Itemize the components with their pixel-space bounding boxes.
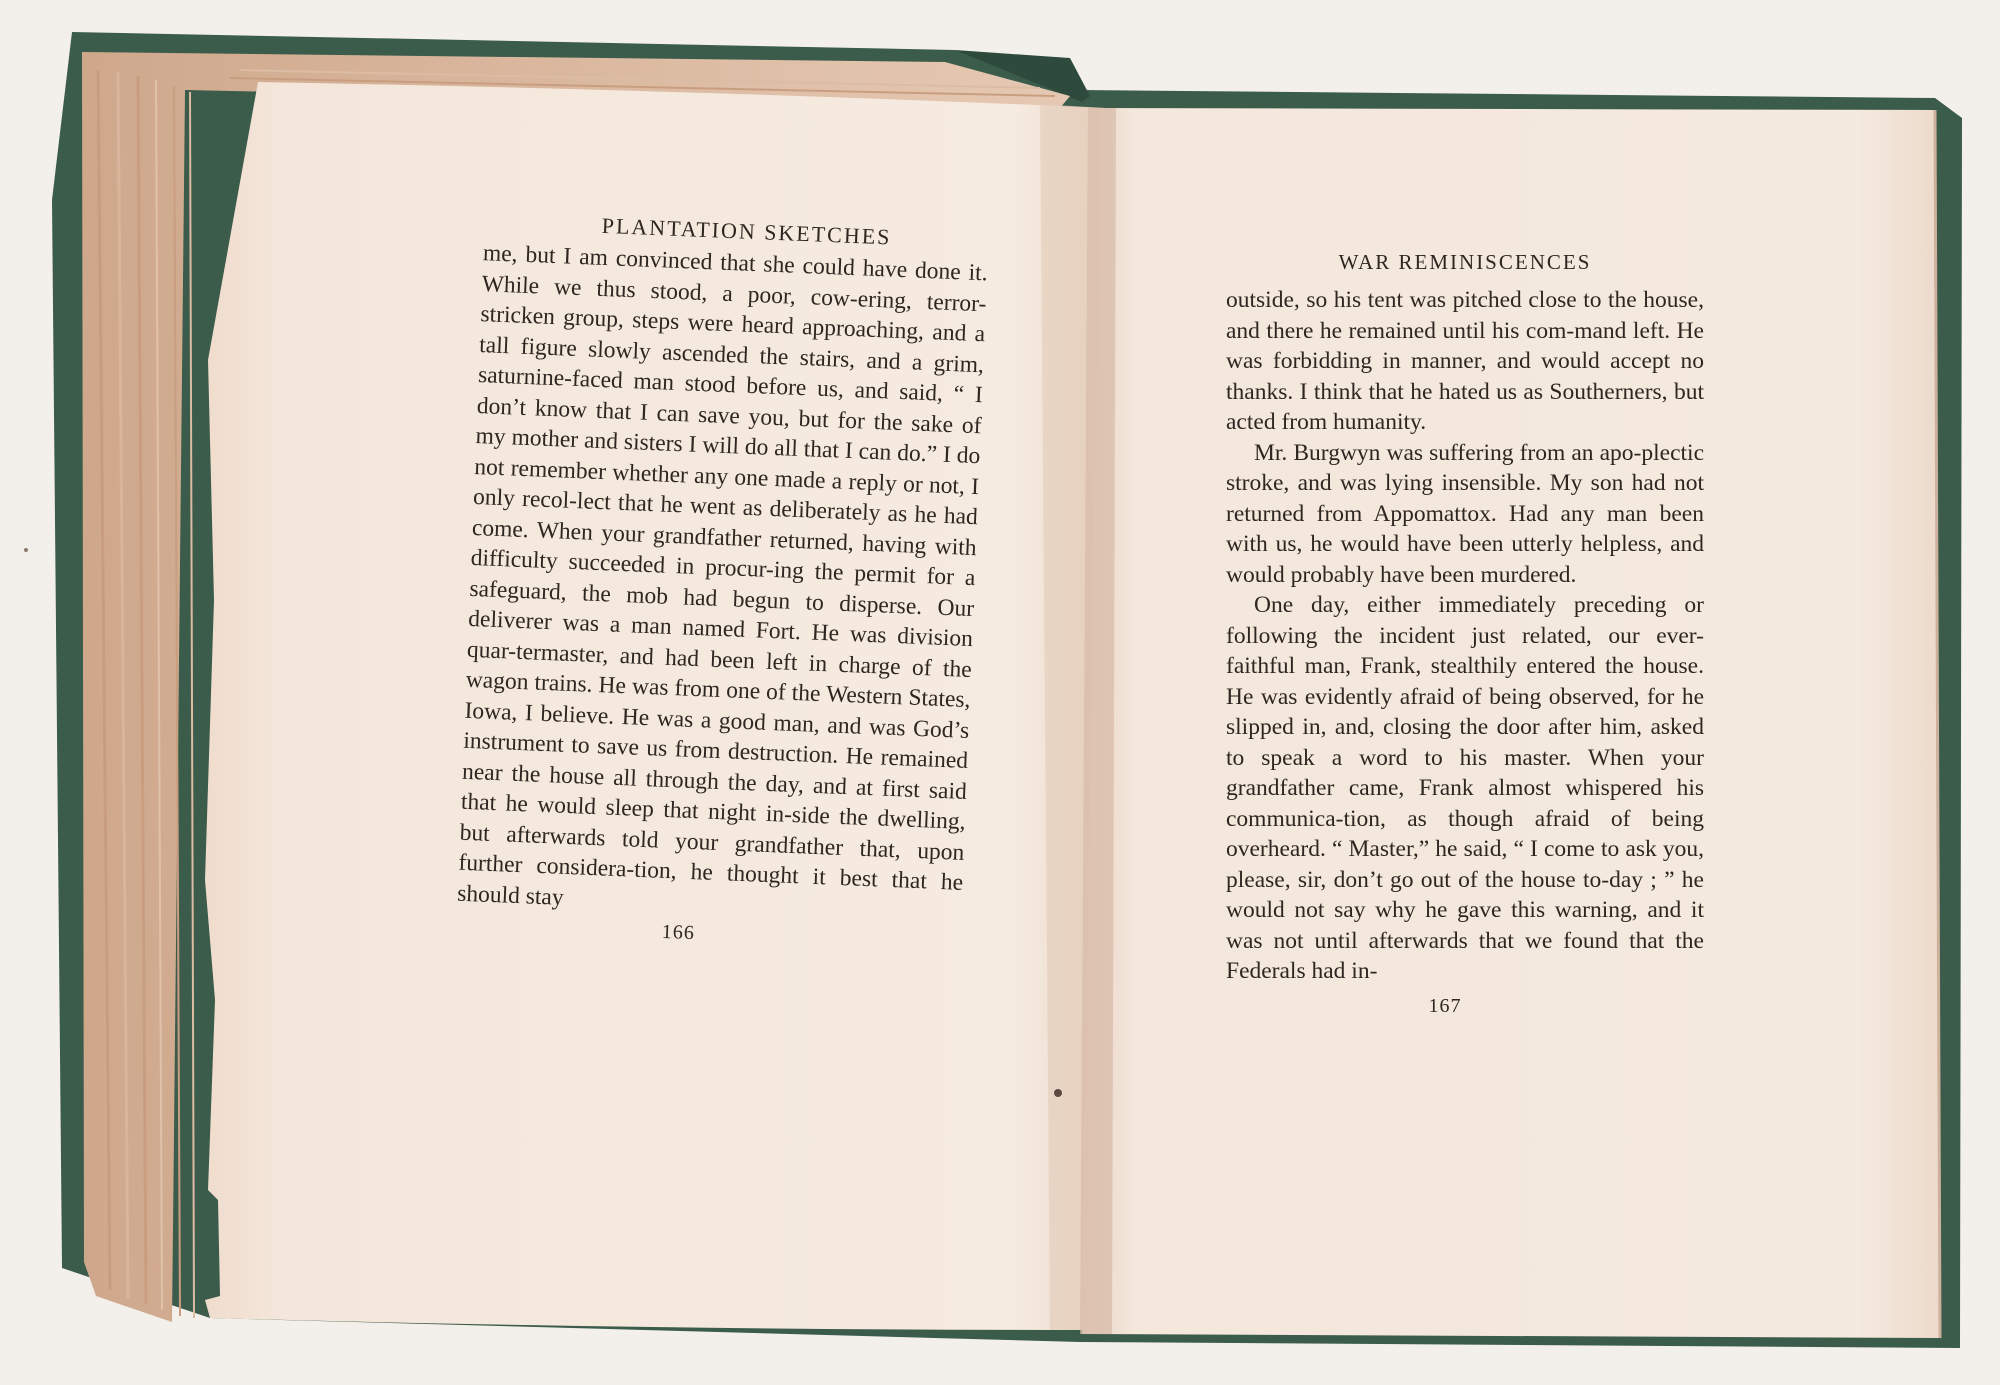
- ink-speck: [1054, 1089, 1062, 1097]
- page-body: [457, 238, 989, 929]
- paragraph: One day, either immediately preceding or following the incident just related, our ever-faithful man, Frank, stealthily entered the house. He was evidently afraid of being observed, for he slipped in, and, closing the door after him, asked to speak a word to his master. When your grandfather came, Frank almost whispered his communica-tion, as though afraid of being overheard. “ Master,” he said, “ I come to ask you, please, sir, don’t go out of the house to-day ; ” he would not say why he gave this warning, and it was not until afterwards that we found that the Federals had in-: [1226, 592, 1704, 984]
- paragraph: outside, so his tent was pitched close to the house, and there he remained until his com-mand left. He was forbidding in manner, and would accept no thanks. I think that he hated us as Southerners, but acted from humanity.: [1226, 287, 1704, 435]
- page-number: 167: [1428, 994, 1462, 1017]
- running-head: WAR REMINISCENCES: [1338, 250, 1592, 274]
- paragraph: Mr. Burgwyn was suffering from an apo-plectic stroke, and was lying insensible. My son had not returned from Appomattox. Had any man been with us, he would have been utterly helpless, and would probably have been murdered.: [1226, 439, 1704, 588]
- left-page-text: [456, 208, 990, 956]
- ink-speck: [24, 548, 28, 552]
- running-head: PLANTATION SKETCHES: [601, 212, 892, 250]
- page-number: 166: [661, 920, 696, 945]
- paragraph: me, but I am convinced that she could have done it. While we thus stood, a poor, cow-ering, terror-stricken group, steps were heard approaching, and a tall figure slowly ascended the stairs, and a grim, saturnine-faced man stood before us, and said, “ I don’t know that I can save you, but for the sake of my mother and sisters I will do all that I can do.” I do not remember whether any one made a reply or not, I only recol-lect that he went as deliberately as he had come. When your grandfather returned, having with difficulty succeeded in procur-ing the permit for a safeguard, the mob had begun to disperse. Our deliverer was a man named Fort. He was division quar-termaster, and had been left in charge of the wagon trains. He was from one of the Western States, Iowa, I believe. He was a good man, and was God’s instrument to save us from destruction. He remained near the house all through the day, and at first said that he would sleep that night in-side the dwelling, but afterwards told your grandfather that, upon further considera-tion, he thought it best that he should stay: [456, 240, 989, 911]
- page-body: [1226, 285, 1704, 987]
- right-page-text: [1226, 250, 1704, 1018]
